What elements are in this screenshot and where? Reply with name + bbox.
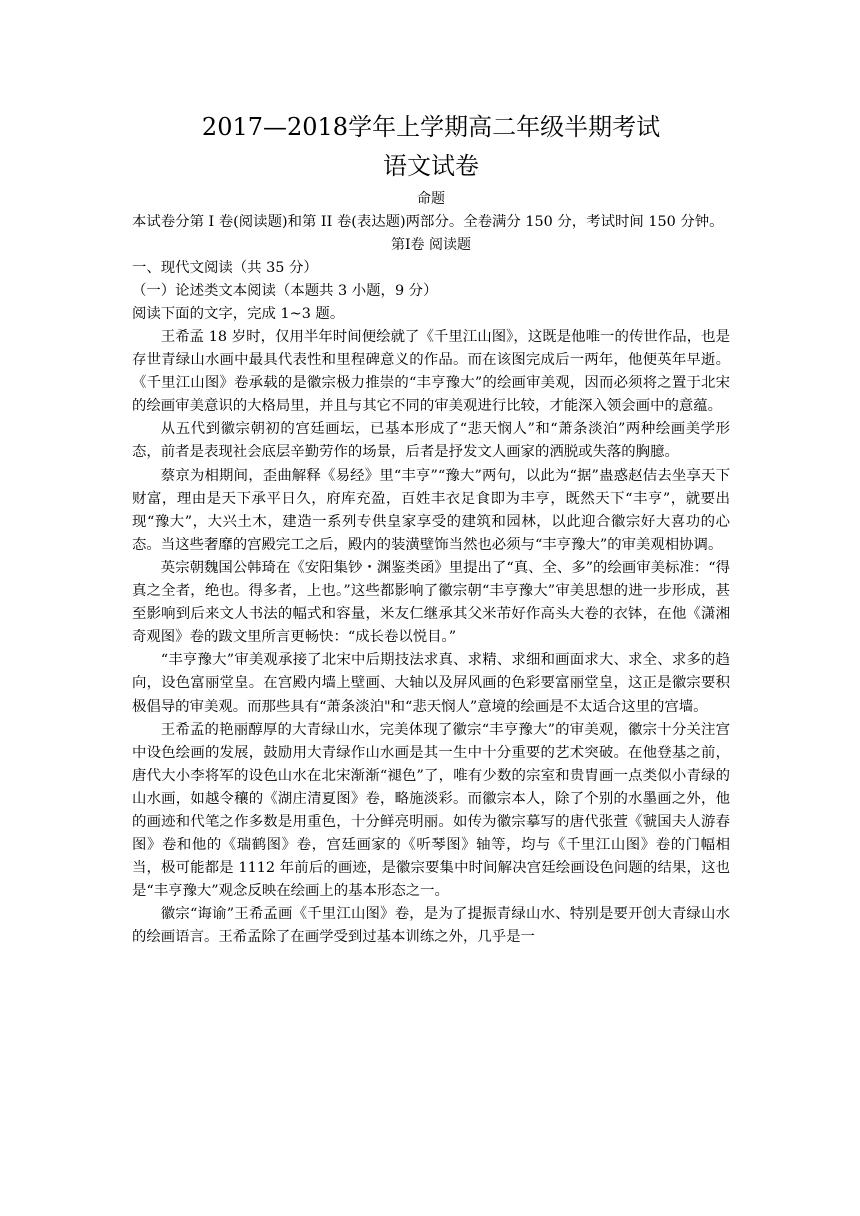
passage-paragraph: 蔡京为相期间，歪曲解释《易经》里“丰亨”“豫大”两句，以此为“据”蛊惑赵佶去坐享天下财富，理由是天下承平日久，府库充盈，百姓丰衣足食即为丰亨，既然天下“丰亨”，就要出现“豫大”，大兴土木，建造一系列专供皇家享受的建筑和园林，以此迎合徽宗好大喜功的心态。当这些奢靡的宫殿完工之后，殿内的装潢壁饰当然也必须与“丰亨豫大”的审美观相协调。: [132, 467, 730, 553]
passage-paragraph: 王希孟的艳丽醇厚的大青绿山水，完美体现了徽宗“丰亨豫大”的审美观，徽宗十分关注宫中设色绘画的发展，鼓励用大青绿作山水画是其一生中十分重要的艺术突破。在他登基之前，唐代大小李将军的设色山水在北宋渐渐“褪色”了，唯有少数的宗室和贵胄画一点类似小青绿的山水画，如越令穰的《湖庄清夏图》卷，略施淡彩。而徽宗本人，除了个别的水墨画之外，他的画迹和代笔之作多数是用重色，十分鲜亮明丽。如传为徽宗摹写的唐代张萱《虢国夫人游春图》卷和他的《瑞鹤图》卷，宫廷画家的《听琴图》轴等，均与《千里江山图》卷的门幅相当，极可能都是 1112 年前后的画迹，是徽宗要集中时间解决宫廷绘画设色问题的结果，这也是“丰亨豫大”观念反映在绘画上的基本形态之一。: [132, 721, 730, 900]
passage-paragraph: “丰亨豫大”审美观承接了北宋中后期技法求真、求精、求细和画面求大、求全、求多的趋向，设色富丽堂皇。在宫殿内墙上壁画、大轴以及屏风画的色彩要富丽堂皇，这正是徽宗要积极倡导的审美观。而那些具有“萧条淡泊"和“悲天悯人”意境的绘画是不太适合这里的宫墙。: [132, 652, 730, 715]
passage-paragraph: 徽宗“诲谕”王希孟画《千里江山图》卷，是为了提振青绿山水、特别是要开创大青绿山水的绘画语言。王希孟除了在画学受到过基本训练之外，几乎是一: [132, 906, 730, 946]
passage-paragraph: 英宗朝魏国公韩琦在《安阳集钞・渊鉴类函》里提出了“真、全、多”的绘画审美标准：“得真之全者，绝也。得多者，上也。”这些都影响了徽宗朝“丰亨豫大”审美思想的进一步形成，甚至影响到后来文人书法的幅式和容量，米友仁继承其父米芾好作高头大卷的衣钵，在他《潇湘奇观图》卷的跋文里所言更畅快：“成长卷以悦目。”: [132, 559, 730, 646]
exam-intro: 本试卷分第 I 卷(阅读题)和第 II 卷(表达题)两部分。全卷满分 150 分，考试时间 150 分钟。: [132, 214, 724, 230]
subsection-heading: （一）论述类文本阅读（本题共 3 小题，9 分）: [132, 283, 438, 299]
passage-paragraph: 王希孟 18 岁时，仅用半年时间便绘就了《千里江山图》，这既是他唯一的传世作品，也是存世青绿山水画中最具代表性和里程碑意义的作品。而在该图完成后一两年，他便英年早逝。《千里江山图》卷承载的是徽宗极力推崇的“丰亨豫大”的绘画审美观，因而必须将之置于北宋的绘画审美意识的大格局里，并且与其它不同的审美观进行比较，才能深入领会画中的意蕴。: [132, 329, 730, 415]
exam-title: 2017—2018学年上学期高二年级半期考试: [201, 113, 661, 141]
exam-subtitle: 语文试卷: [383, 152, 479, 180]
section-heading: 一、现代文阅读（共 35 分）: [132, 260, 318, 276]
byline: 命题: [417, 191, 445, 207]
reading-instruction: 阅读下面的文字，完成 1~3 题。: [132, 306, 345, 322]
passage-paragraph: 从五代到徽宗朝初的宫廷画坛，已基本形成了“悲天悯人”和“萧条淡泊”两种绘画美学形态，前者是表现社会底层辛勤劳作的场景，后者是抒发文人画家的洒脱或失落的胸臆。: [132, 421, 730, 461]
document-body: [132, 110, 730, 950]
part-title: 第Ⅰ卷 阅读题: [391, 237, 471, 253]
